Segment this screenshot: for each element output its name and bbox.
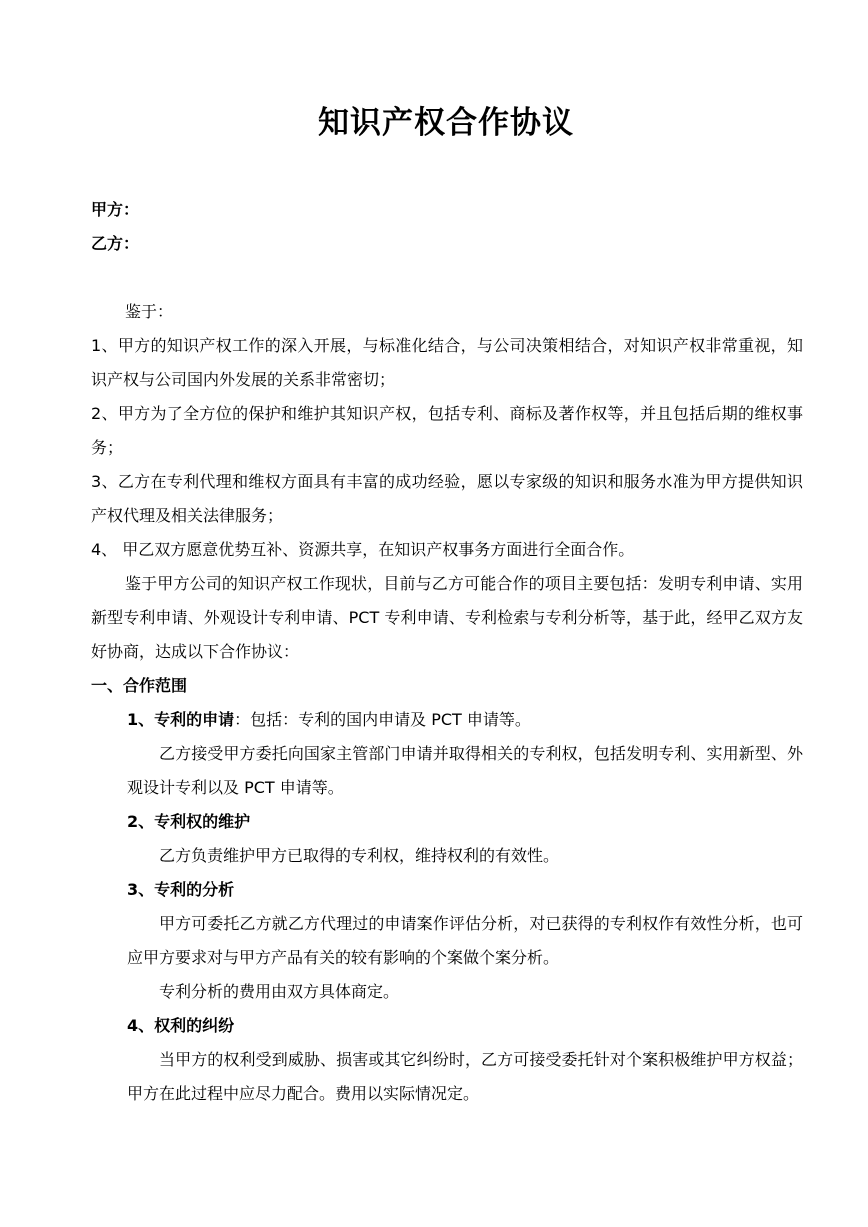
recital-3: 3、乙方在专利代理和维权方面具有丰富的成功经验，愿以专家级的知识和服务水准为甲方提供知识产权代理及相关法律服务； — [91, 472, 803, 525]
item-1-inline-text: ：包括：专利的国内申请及 PCT 申请等。 — [234, 710, 531, 729]
recital-2: 2、甲方为了全方位的保护和维护其知识产权，包括专利、商标及著作权等，并且包括后期的维权事务； — [91, 404, 803, 457]
item-1-paragraph: 乙方接受甲方委托向国家主管部门申请并取得相关的专利权，包括发明专利、实用新型、外观设计专利以及 PCT 申请等。 — [127, 744, 803, 797]
intro-paragraph: 鉴于甲方公司的知识产权工作现状，目前与乙方可能合作的项目主要包括：发明专利申请、实用新型专利申请、外观设计专利申请、PCT 专利申请、专利检索与专利分析等，基于此，经甲乙双方友好协商，达成以下合作协议： — [91, 574, 803, 661]
item-3-paragraph-2: 专利分析的费用由双方具体商定。 — [159, 982, 400, 1001]
recital-4: 4、 甲乙双方愿意优势互补、资源共享，在知识产权事务方面进行全面合作。 — [91, 540, 635, 559]
document-body — [91, 295, 803, 1111]
item-1-line — [91, 703, 803, 737]
item-1-heading: 1、专利的申请 — [127, 710, 235, 729]
section-heading-cooperation-scope: 一、合作范围 — [91, 676, 188, 695]
item-3-paragraph-1: 甲方可委托乙方就乙方代理过的申请案作评估分析，对已获得的专利权作有效性分析，也可应甲方要求对与甲方产品有关的较有影响的个案做个案分析。 — [127, 914, 803, 967]
whereas-heading: 鉴于： — [125, 302, 174, 321]
party-a-label: 甲方： — [91, 200, 140, 219]
party-b-label: 乙方： — [91, 234, 140, 253]
recital-1: 1、甲方的知识产权工作的深入开展，与标准化结合，与公司决策相结合，对知识产权非常重视，知识产权与公司国内外发展的关系非常密切； — [91, 336, 803, 389]
item-4-paragraph: 当甲方的权利受到威胁、损害或其它纠纷时，乙方可接受委托针对个案积极维护甲方权益；甲方在此过程中应尽力配合。费用以实际情况定。 — [127, 1050, 803, 1103]
item-2-paragraph: 乙方负责维护甲方已取得的专利权，维持权利的有效性。 — [159, 846, 560, 865]
document-title: 知识产权合作协议 — [318, 105, 574, 141]
item-3-heading: 3、专利的分析 — [127, 880, 235, 899]
item-4-heading: 4、权利的纠纷 — [127, 1016, 235, 1035]
item-2-heading: 2、专利权的维护 — [127, 812, 251, 831]
